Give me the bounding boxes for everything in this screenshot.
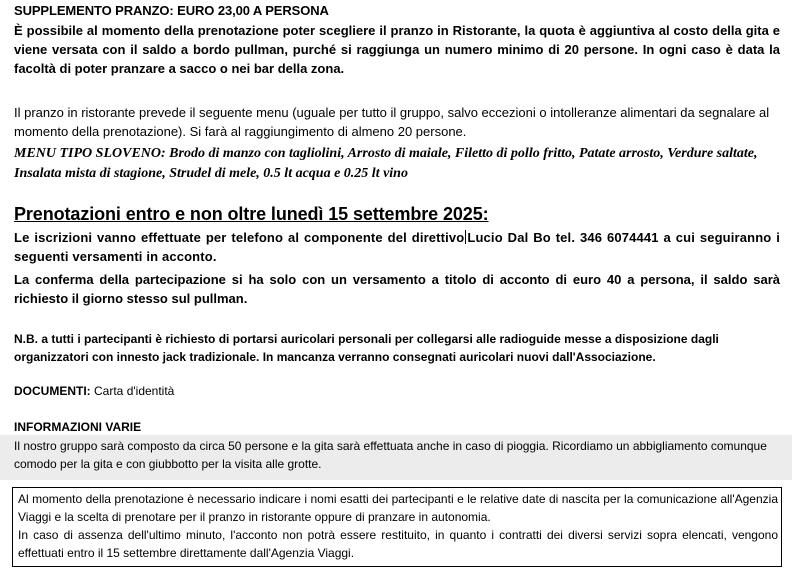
supplement-title: SUPPLEMENTO PRANZO: EURO 23,00 A PERSONA xyxy=(14,3,329,18)
menu-intro: Il pranzo in ristorante prevede il seguente menu (uguale per tutto il gruppo, salvo eccezioni o intolleranze alimentari da segnalare al momento della prenotazione). Si farà al raggiungimento di almeno 20 persone. xyxy=(14,105,770,139)
menu-text: MENU TIPO SLOVENO: Brodo di manzo con tagliolini, Arrosto di maiale, Filetto di pollo fritto, Patate arrosto, Verdure saltate, Insalata mista di stagione, Strudel di mele, 0.5 lt acqua e 0.25 lt vino xyxy=(14,146,758,181)
documents-line xyxy=(14,384,174,398)
documents-value: Carta d'identità xyxy=(94,384,175,398)
documents-label: DOCUMENTI: xyxy=(14,384,91,398)
supplement-body: È possibile al momento della prenotazione poter scegliere il pranzo in Ristorante, la quota è aggiuntiva al costo della gita e viene versata con il saldo a bordo pullman, purché si raggiunga un numero minimo di 20 persone. In ogni caso è data la facoltà di poter pranzare a sacco o nei bar della zona. xyxy=(14,23,780,76)
booking-signup[interactable] xyxy=(14,228,780,266)
notice-paragraph-2: In caso di assenza dell'ultimo minuto, l'acconto non potrà essere restituito, in quanto i contratti dei diversi servizi sopra elencati, vengono effettuati entro il 15 settembre direttamente dall'Agenzia Viaggi. xyxy=(18,528,778,560)
booking-heading: Prenotazioni entro e non oltre lunedì 15 settembre 2025: xyxy=(14,204,489,224)
info-title: INFORMAZIONI VARIE xyxy=(14,420,142,434)
booking-signup-before: Le iscrizioni vanno effettuate per telefono al componente del direttivo xyxy=(14,230,465,245)
notice-paragraph-1: Al momento della prenotazione è necessario indicare i nomi esatti dei partecipanti e le relative date di nascita per la comunicazione all'Agenzia Viaggi e la scelta di prenotare per il pranzo in ristorante oppure di pranzare in autonomia. xyxy=(18,492,778,524)
nb-note: N.B. a tutti i partecipanti è richiesto di portarsi auricolari personali per collegarsi alle radioguide messe a disposizione dagli organizzatori con innesto jack tradizionale. In mancanza verranno consegnati auricolari nuovi dall'Associazione. xyxy=(14,332,719,364)
booking-confirmation: La conferma della partecipazione si ha solo con un versamento a titolo di acconto di euro 40 a persona, il saldo sarà richiesto il giorno stesso sul pullman. xyxy=(14,272,780,306)
info-body: Il nostro gruppo sarà composto da circa 50 persone e la gita sarà effettuata anche in caso di pioggia. Ricordiamo un abbigliamento comunque comodo per la gita e con giubbotto per la visita alle grotte. xyxy=(14,439,767,471)
notice-body xyxy=(18,490,778,562)
booking-signup-after: Lucio Dal Bo tel. 346 6074441 a cui seguiranno i seguenti versamenti in acconto. xyxy=(14,230,781,264)
